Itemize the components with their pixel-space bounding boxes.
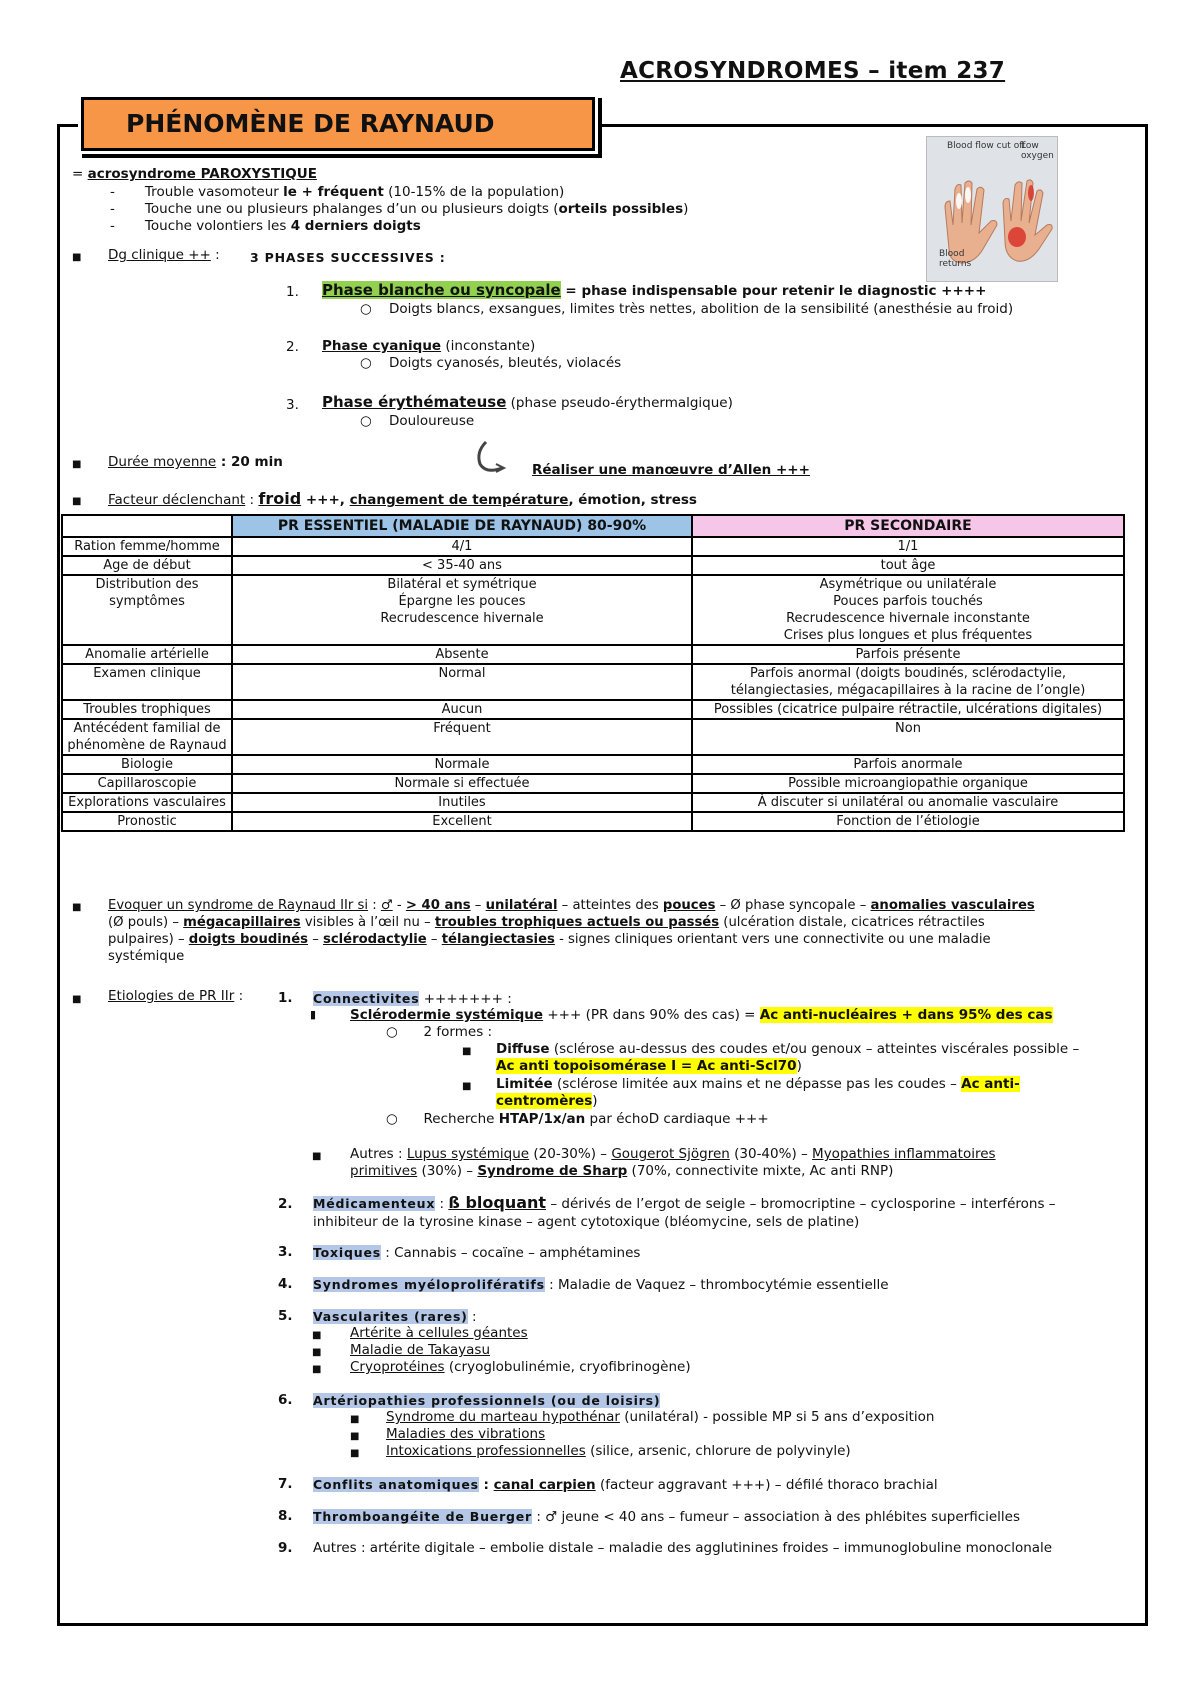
vascularite-item: Cryoprotéines (cryoglobulinémie, cryofibrinogène) [350,1359,691,1375]
etiology-3-line: Toxiques : Cannabis – cocaïne – amphétamines [313,1245,641,1261]
table-cell-essentiel: Normale [232,755,692,774]
etiology-number: 1. [278,990,293,1006]
evoquer-line-2: (Ø pouls) – mégacapillaires visibles à l’œil nu – troubles trophiques actuels ou passés (ulcération distale, cicatrices rétractiles [108,915,985,930]
trigger-line: Facteur déclenchant : froid +++, changement de température, émotion, stress [108,489,697,508]
table-cell-essentiel: Inutiles [232,793,692,812]
table-row-label: Distribution des symptômes [62,575,232,645]
limitee-ac-line: centromères) [496,1093,598,1109]
table-row [62,664,1124,700]
evoquer-line-4: systémique [108,949,185,964]
bullet: ■ [312,1151,322,1162]
table-row-label: Troubles trophiques [62,700,232,719]
etiology-number: 6. [278,1392,293,1408]
phase-number: 3. [286,397,299,413]
artheriopathie-item: Intoxications professionnelles (silice, arsenic, chlorure de polyvinyle) [386,1443,851,1459]
autres-line-2: primitives (30%) – Syndrome de Sharp (70%, connectivite mixte, Ac anti RNP) [350,1163,894,1179]
etiology-number: 9. [278,1540,293,1556]
bullet: ■ [312,1330,322,1341]
diffuse-line: Diffuse (sclérose au-dessus des coudes et/ou genoux – atteintes viscérales possible – [496,1041,1080,1057]
table-row [62,700,1124,719]
table-cell-essentiel: Fréquent [232,719,692,755]
table-cell-secondaire: À discuter si unilatéral ou anomalie vasculaire [692,793,1124,812]
table-cell-secondaire: 1/1 [692,537,1124,556]
phase-3-detail: ○ Douloureuse [360,413,475,429]
table-row-label: Examen clinique [62,664,232,700]
table-row-label: Antécédent familial de phénomène de Raynaud [62,719,232,755]
bullet: ■ [462,1081,472,1092]
image-label-blood-flow: Blood flow cut off [947,141,1026,151]
table-row-label: Ration femme/homme [62,537,232,556]
bullet: ■ [72,902,82,913]
table-row [62,793,1124,812]
bullet: ■ [72,252,82,263]
table-header-empty [62,515,232,537]
table-cell-secondaire: Parfois présente [692,645,1124,664]
table-row-label: Pronostic [62,812,232,831]
etiology-2-line-2: inhibiteur de la tyrosine kinase – agent cytotoxique (bléomycine, sels de platine) [313,1214,860,1230]
phase-3-line: Phase érythémateuse (phase pseudo-érythermalgique) [322,393,733,411]
etiology-number: 8. [278,1508,293,1524]
formes-line: ○ 2 formes : [386,1024,493,1040]
arrow-icon [474,438,508,478]
etiology-2-line: Médicamenteux : ß bloquant – dérivés de l’ergot de seigle – bromocriptine – cyclosporine – interférons – [313,1193,1056,1212]
etiology-7-line: Conflits anatomiques : canal carpien (facteur aggravant +++) – défilé thoraco brachial [313,1477,938,1493]
comparison-table [61,514,1125,832]
table-row-label: Capillaroscopie [62,774,232,793]
table-cell-secondaire: Fonction de l’étiologie [692,812,1124,831]
phase-1-detail: ○ Doigts blancs, exsangues, limites très nettes, abolition de la sensibilité (anesthésie au froid) [360,301,1014,317]
phases-title: 3 PHASES SUCCESSIVES : [250,250,446,265]
etiology-number: 5. [278,1308,293,1324]
table-cell-secondaire: Asymétrique ou unilatérale Pouces parfois touchés Recrudescence hivernale inconstante Crises plus longues et plus fréquentes [692,575,1124,645]
bullet: ■ [72,994,82,1005]
phase-1-line: Phase blanche ou syncopale = phase indispensable pour retenir le diagnostic ++++ [322,281,987,299]
etiology-9-line: Autres : artérite digitale – embolie distale – maladie des agglutinines froides – immunoglobuline monoclonale [313,1540,1053,1556]
table-cell-secondaire: Parfois anormale [692,755,1124,774]
table-row-label: Biologie [62,755,232,774]
table-cell-essentiel: 4/1 [232,537,692,556]
phase-number: 1. [286,284,299,300]
vascularite-item: Maladie de Takayasu [350,1342,491,1358]
image-label-low-oxygen: Low oxygen [1021,141,1054,161]
table-cell-essentiel: Absente [232,645,692,664]
bullet: ■ [350,1414,360,1425]
limitee-line: Limitée (sclérose limitée aux mains et ne dépasse pas les coudes – Ac anti- [496,1076,1020,1092]
raynaud-hands-image [926,136,1058,282]
table-cell-secondaire: Possibles (cicatrice pulpaire rétractile, ulcérations digitales) [692,700,1124,719]
phase-2-line: Phase cyanique (inconstante) [322,338,536,354]
etiologies-label: Etiologies de PR IIr : [108,988,244,1004]
table-cell-secondaire: Parfois anormal (doigts boudinés, sclérodactylie, télangiectasies, mégacapillaires à la racine de l’ongle) [692,664,1124,700]
table-cell-secondaire: tout âge [692,556,1124,575]
etiology-number: 3. [278,1244,293,1260]
table-row [62,556,1124,575]
bullet: ■ [350,1448,360,1459]
table-cell-essentiel: Normale si effectuée [232,774,692,793]
etiology-8-line: Thromboangéite de Buerger : ♂ jeune < 40 ans – fumeur – association à des phlébites superficielles [313,1509,1021,1525]
dg-clinique-line: Dg clinique ++ : [108,247,220,263]
etiology-number: 7. [278,1476,293,1492]
duration-line: Durée moyenne : 20 min [108,454,283,470]
definition-line: = acrosyndrome PAROXYSTIQUE [72,166,317,182]
intro-item: - Touche une ou plusieurs phalanges d’un ou plusieurs doigts (orteils possibles) [110,201,689,217]
etiology-5-title: Vascularites (rares) : [313,1309,477,1325]
htap-line: ○ Recherche HTAP/1x/an par échoD cardiaque +++ [386,1111,769,1127]
phase-2-detail: ○ Doigts cyanosés, bleutés, violacés [360,355,622,371]
bullet: ■ [350,1431,360,1442]
bullet: ▮ [310,1008,317,1021]
table-cell-essentiel: Excellent [232,812,692,831]
artheriopathie-item: Maladies des vibrations [386,1426,546,1442]
table-cell-secondaire: Possible microangiopathie organique [692,774,1124,793]
evoquer-line-3: pulpaires) – doigts boudinés – sclérodactylie – télangiectasies - signes cliniques orientant vers une connectivite ou une maladie [108,932,991,947]
table-cell-essentiel: Aucun [232,700,692,719]
image-label-blood-returns: Blood returns [939,249,972,269]
vascularite-item: Artérite à cellules géantes [350,1325,528,1341]
etiology-4-line: Syndromes myéloprolifératifs : Maladie de Vaquez – thrombocytémie essentielle [313,1277,889,1293]
etiology-1-title: Connectivites +++++++ : [313,991,512,1007]
table-row [62,575,1124,645]
etiology-number: 4. [278,1276,293,1292]
table-row [62,755,1124,774]
table-header-secondaire: PR SECONDAIRE [692,515,1124,537]
bullet: ■ [312,1347,322,1358]
table-row [62,812,1124,831]
table-row-label: Anomalie artérielle [62,645,232,664]
table-cell-essentiel: Normal [232,664,692,700]
table-row-label: Explorations vasculaires [62,793,232,812]
table-cell-essentiel: < 35-40 ans [232,556,692,575]
intro-item: - Trouble vasomoteur le + fréquent (10-15% de la population) [110,184,565,200]
table-cell-secondaire: Non [692,719,1124,755]
bullet: ■ [72,459,82,470]
bullet: ■ [462,1046,472,1057]
autres-line-1: Autres : Lupus systémique (20-30%) – Gougerot Sjögren (30-40%) – Myopathies inflammatoires [350,1146,996,1162]
phase-number: 2. [286,339,299,355]
artheriopathie-item: Syndrome du marteau hypothénar (unilatéral) - possible MP si 5 ans d’exposition [386,1409,935,1425]
document-title: ACROSYNDROMES – item 237 [620,58,1006,84]
table-cell-essentiel: Bilatéral et symétrique Épargne les pouces Recrudescence hivernale [232,575,692,645]
table-header-essentiel: PR ESSENTIEL (MALADIE DE RAYNAUD) 80-90% [232,515,692,537]
section-title: PHÉNOMÈNE DE RAYNAUD [81,97,595,151]
intro-item: - Touche volontiers les 4 derniers doigts [110,218,421,234]
table-row [62,537,1124,556]
etiology-number: 2. [278,1196,293,1212]
etiology-6-title: Artériopathies professionnels (ou de loisirs) [313,1393,661,1408]
diffuse-ac-line: Ac anti topoisomérase I = Ac anti-Scl70) [496,1058,802,1074]
table-row-label: Age de début [62,556,232,575]
table-row [62,774,1124,793]
allen-maneuver: Réaliser une manœuvre d’Allen +++ [532,462,810,478]
bullet: ■ [312,1364,322,1375]
evoquer-line-1: Evoquer un syndrome de Raynaud IIr si : ♂ - > 40 ans – unilatéral – atteintes des pouces – Ø phase syncopale – anomalies vasculaires [108,898,1035,913]
bullet: ■ [72,496,82,507]
table-row [62,645,1124,664]
sclerodermie-line: Sclérodermie systémique +++ (PR dans 90% des cas) = Ac anti-nucléaires + dans 95% des cas [350,1007,1053,1023]
definition-text: acrosyndrome PAROXYSTIQUE [87,166,317,182]
table-row [62,719,1124,755]
